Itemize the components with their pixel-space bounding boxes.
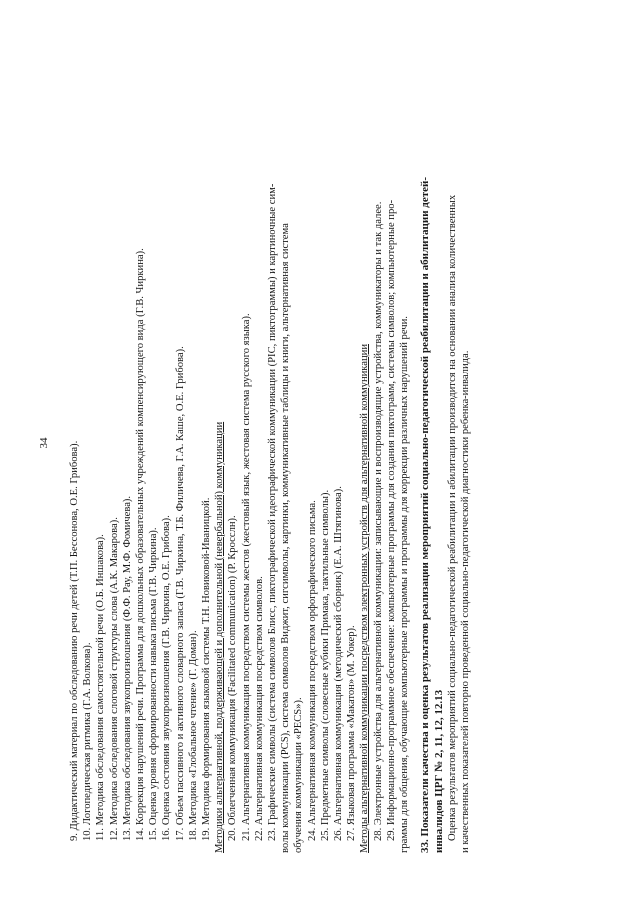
section-33-heading	[418, 33, 446, 853]
list-item: 17. Объем пассивного и активного словарного запаса (Г.В. Чиркина, Т.Б. Филичева, Г.А. Каше, О.Е. Грибова).	[174, 346, 186, 841]
list-item-29-line1: 29. Информационно-программное обеспечение: компьютерные программы для создания пиктограмм, системы символов; компьютерные про-	[385, 199, 397, 841]
heading-aac-methods: Методики альтернативной, поддерживающей и дополнительной (невербальной) коммуникации	[214, 421, 226, 853]
list-item: 18. Методика «Глобальное чтение» (Г. Доман).	[187, 630, 199, 841]
list-item: 10. Логопедическая ритмика (Г.А. Волкова).	[82, 642, 94, 841]
list-item: 15. Оценка уровня сформированности навыка письма (Г.В. Чиркина).	[148, 527, 160, 841]
list-item: 20. Облегченная коммуникация (Facilitated communication) (Р. Кросслн).	[227, 515, 239, 841]
page-number: 34	[38, 437, 50, 449]
list-item: 24. Альтернативная коммуникация посредством орфографического письма.	[306, 500, 318, 841]
list-item: 12. Методика обследования слоговой структуры слова (А.К. Макарова).	[108, 517, 120, 841]
list-item-29-line2: граммы для общения, обучающие компьютерные программы и программы для коррекции различных нарушений речи.	[399, 316, 411, 853]
list-item: 16. Оценка состояния звукопроизношения (Г.В. Чиркина, О.Е. Грибова).	[161, 515, 173, 841]
list-item-23-line2: волы коммуникации (PCS), система символов Виджит, сигсимволы, картинки, коммуникативные таблицы и книги, альтернативная система	[280, 223, 292, 853]
paragraph-line1: Оценка результатов мероприятий социально-педагогической реабилитации и абилитации производится на основании анализа количественных	[447, 194, 459, 841]
list-item: 11. Методика обследования самостоятельной речи (О.Б. Иншакова).	[95, 534, 107, 841]
section-33-line2: инвалидов ЦРГ № 2, 11, 12, 12.13	[433, 689, 446, 853]
list-item: 9. Дидактический материал по обследованию речи детей (Т.П. Бессонова, О.Е. Грибова).	[69, 440, 80, 841]
list-item-23-line3: обучения коммуникации «PECS»).	[293, 697, 305, 853]
list-item-28: 28. Электронные устройства для альтернативной коммуникации: записывающие и воспроизводящие устройства, коммуникаторы и так далее.	[372, 201, 384, 841]
list-item: 25. Предметные символы (словесные кубики Примака, тактильные символы).	[319, 489, 331, 841]
paragraph-line2: и качественных показателей повторно проведенной социально-педагогической диагностики ребенка-инвалида.	[460, 350, 472, 853]
heading-electronic-devices: Методы альтернативной коммуникации посредством электронных устройств для альтернативной коммуникации	[359, 344, 371, 853]
list-item: 21. Альтернативная коммуникация посредством системы жестов (жестовый язык, жестовая система русского языка).	[240, 313, 252, 841]
list-item: 27. Языковая программа «Макатон» (М. Уокер).	[346, 625, 358, 841]
list-item: 26. Альтернативная коммуникация (методический сборник) (Е.А. Штягинова).	[333, 486, 345, 841]
list-item-23-line1: 23. Графические символы (система символов Блисс, пиктографической идеографической коммуникации (PIC, пиктограммы) и картиночные сим-	[267, 183, 279, 841]
list-item: 14. Коррекция нарушений речи. Программа для дошкольных образовательных учреждений компенсирующего вида (Г.В. Чиркина).	[135, 248, 147, 841]
section-33-line1: 33. Показатели качества и оценка результатов реализации мероприятий социально-педагогической реабилитации и абилитации детей-	[419, 176, 432, 853]
document-body	[68, 33, 473, 853]
list-item: 22. Альтернативная коммуникация посредством символов.	[253, 576, 265, 841]
list-item: 13. Методика обследования звукопроизношения (Ф.Ф. Рау, М.Ф. Фомичева).	[121, 495, 133, 841]
list-item: 19. Методика формирования языковой системы Т.Н. Новиковой-Иваницкой.	[201, 497, 213, 841]
